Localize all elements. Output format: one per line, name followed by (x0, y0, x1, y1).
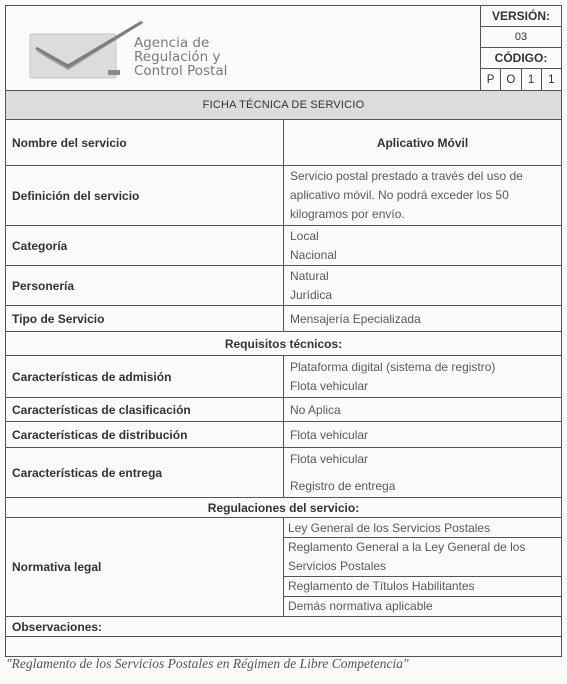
table-row (6, 356, 562, 398)
observations-blank-row (6, 637, 562, 657)
document-header (5, 5, 562, 90)
delivery-item: Flota vehicular (290, 451, 369, 466)
code-label: CÓDIGO: (481, 48, 561, 69)
admission-item: Flota vehicular (290, 378, 369, 393)
admission-label: Características de admisión (6, 356, 284, 398)
table-row (6, 422, 562, 448)
table-row (6, 120, 562, 166)
agency-line-1: Agencia de (134, 35, 210, 51)
observations-label: Observaciones: (6, 617, 562, 637)
personeria-item: Natural (290, 268, 329, 283)
legal-item: Reglamento General a la Ley General de los Servicios Postales (284, 538, 561, 577)
delivery-item: Registro de entrega (290, 478, 396, 493)
classification-value: No Aplica (284, 398, 562, 422)
code-char: 1 (522, 69, 542, 90)
classification-label: Características de clasificación (6, 398, 284, 422)
legal-item: Ley General de los Servicios Postales (284, 519, 561, 538)
agency-logo-icon (24, 12, 144, 84)
agency-name (134, 36, 227, 78)
service-type-label: Tipo de Servicio (6, 306, 284, 332)
delivery-value (284, 448, 562, 498)
service-name-value: Aplicativo Móvil (284, 120, 562, 166)
delivery-label: Características de entrega (6, 448, 284, 498)
table-row (6, 518, 562, 617)
admission-value (284, 356, 562, 398)
sheet-title-row (6, 91, 562, 120)
personeria-item: Jurídica (290, 287, 333, 302)
service-table (5, 90, 562, 657)
code-char: 1 (548, 73, 555, 86)
service-name-label: Nombre del servicio (6, 120, 284, 166)
table-row (6, 166, 562, 226)
observations-row (6, 617, 562, 637)
category-item: Nacional (290, 247, 337, 262)
legal-label: Normativa legal (6, 518, 284, 617)
personeria-label: Personería (6, 266, 284, 306)
technical-section-row (6, 332, 562, 356)
table-row (6, 266, 562, 306)
code-char: P (481, 69, 501, 90)
admission-item: Plataforma digital (sistema de registro) (290, 359, 496, 374)
sheet-title: FICHA TÉCNICA DE SERVICIO (6, 91, 562, 120)
category-label: Categoría (6, 226, 284, 266)
table-row (6, 398, 562, 422)
version-value: 03 (481, 27, 561, 48)
table-row (6, 448, 562, 498)
distribution-value: Flota vehicular (284, 422, 562, 448)
personeria-value (284, 266, 562, 306)
agency-line-2: Regulación y (134, 49, 221, 65)
agency-line-3: Control Postal (134, 63, 228, 79)
code-char: O (501, 69, 521, 90)
legal-item: Demás normativa aplicable (288, 598, 433, 613)
legal-item: Reglamento de Títulos Habilitantes (284, 577, 561, 597)
footer-regulation-title: "Reglamento de los Servicios Postales en Régimen de Libre Competencia" (6, 656, 409, 671)
table-row (6, 226, 562, 266)
technical-section-title: Requisitos técnicos: (6, 332, 562, 356)
observations-blank (6, 637, 562, 657)
version-label: VERSIÓN: (481, 6, 561, 27)
technical-sheet (5, 5, 562, 657)
table-row (6, 306, 562, 332)
code-value (481, 69, 561, 90)
definition-label: Definición del servicio (6, 166, 284, 226)
document-meta (480, 6, 561, 90)
legal-value (284, 518, 562, 617)
logo-area (6, 6, 480, 90)
service-type-value: Mensajería Epecializada (284, 306, 562, 332)
distribution-label: Características de distribución (6, 422, 284, 448)
regulations-section-row (6, 498, 562, 518)
regulations-section-title: Regulaciones del servicio: (6, 498, 562, 518)
category-value (284, 226, 562, 266)
definition-value: Servicio postal prestado a través del uso de aplicativo móvil. No podrá exceder los 50 kilogramos por envío. (284, 166, 562, 226)
category-item: Local (290, 228, 319, 243)
